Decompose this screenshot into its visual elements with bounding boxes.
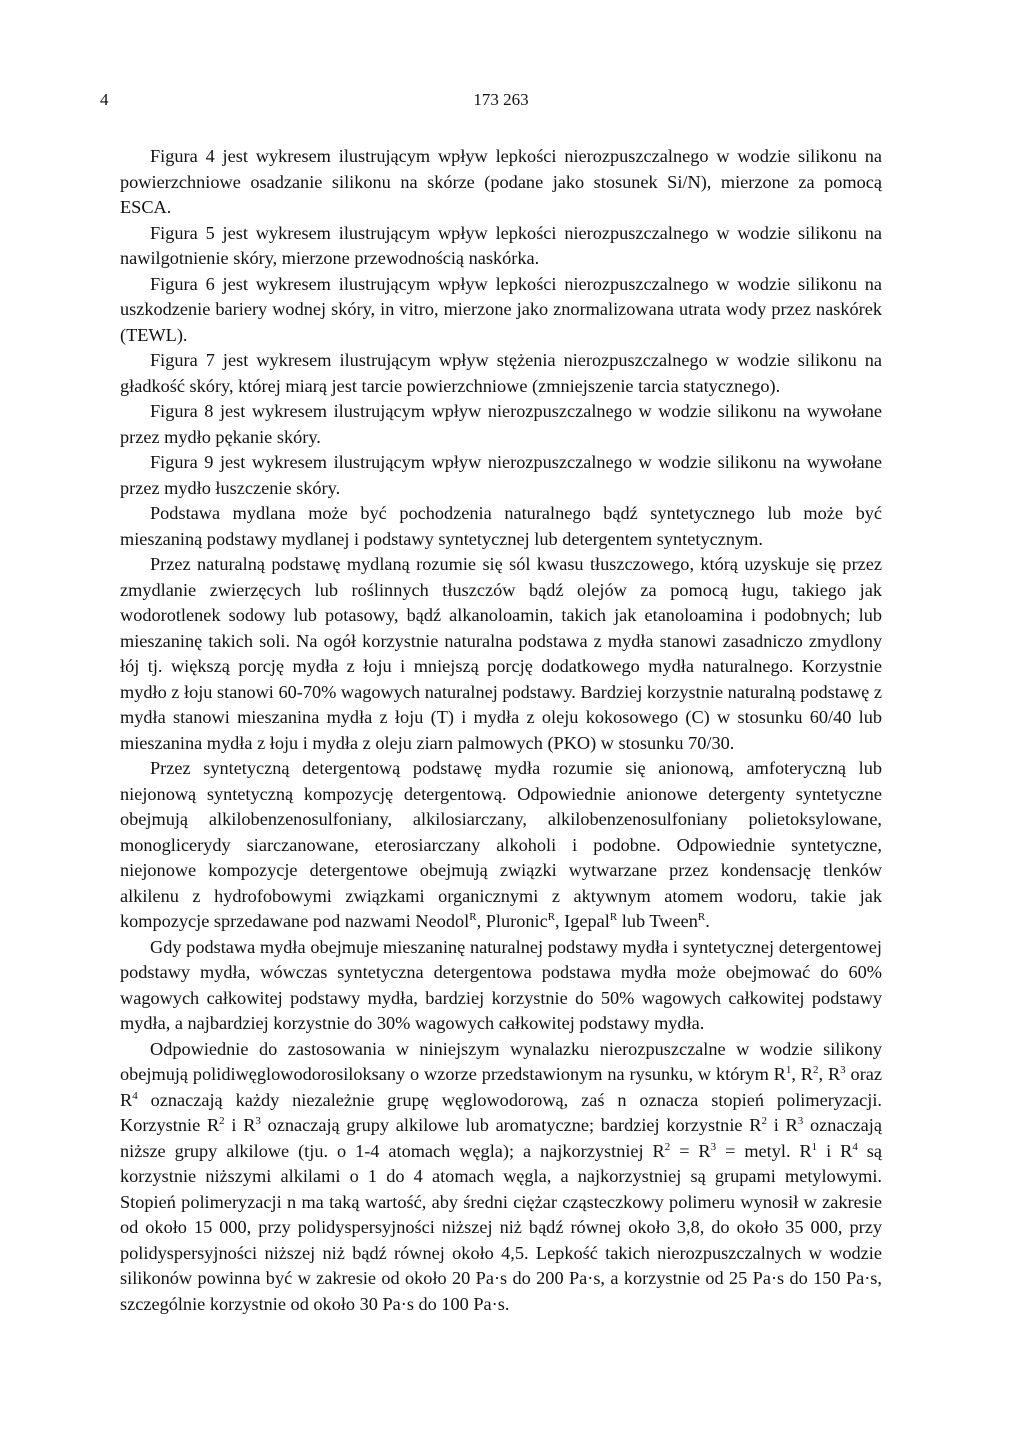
- body-text: [120, 144, 882, 1317]
- paragraph-soap-base: Podstawa mydlana może być pochodzenia naturalnego bądź syntetycznego lub może być mieszaniną podstawy mydlanej i podstawy syntetycznej lub detergentem syntetycznym.: [120, 503, 882, 549]
- page-number: 4: [100, 90, 109, 109]
- paragraph-silicones: Odpowiednie do zastosowania w niniejszym wynalazku nierozpuszczalne w wodzie silikony obejmują polidiwęglowodorosiloksany o wzorze przedstawionym na rysunku, w którym $R^1$, $R^2$, $R^3$ oraz $R^4$ oznaczają każdy niezależnie grupę węglowodorową, zaś n oznacza stopień polimeryzacji. Korzystnie $R^2$ i $R^3$ oznaczają grupy alkilowe lub aromatyczne; bardziej korzystnie $R^2$ i $R^3$ oznaczają niższe grupy alkilowe (tju. o 1-4 atomach węgla); a najkorzystniej $R^2 = R^3$ = metyl. $R^1$ i $R^4$ są korzystnie niższymi alkilami o 1 do 4 atomach węgla, a najkorzystniej są grupami metylowymi. Stopień polimeryzacji n ma taką wartość, aby średni ciężar cząsteczkowy polimeru wynosił w zakresie od około 15 000, przy polidyspersyjności niższej niż bądź równej około 3,8, do około 35 000, przy polidyspersyjności niższej niż bądź równej około 4,5. Lepkość takich nierozpuszczalnych w wodzie silikonów powinna być w zakresie od około 20 Pa·s do 200 Pa·s, a korzystnie od 25 Pa·s do 150 Pa·s, szczególnie korzystnie od około 30 Pa·s do 100 Pa·s.: [120, 1038, 883, 1314]
- paragraph-figure-9: Figura 9 jest wykresem ilustrującym wpływ nierozpuszczalnego w wodzie silikonu na wywołane przez mydło łuszczenie skóry.: [120, 452, 882, 498]
- paragraph-figure-4: Figura 4 jest wykresem ilustrującym wpływ lepkości nierozpuszczalnego w wodzie silikonu na powierzchniowe osadzanie silikonu na skórze (podane jako stosunek Si/N), mierzone za pomocą ESCA.: [120, 146, 882, 217]
- document-page: [100, 90, 883, 1317]
- paragraph-mixture-soap-base: Gdy podstawa mydła obejmuje mieszaninę naturalnej podstawy mydła i syntetycznej detergentowej podstawy mydła, wówczas syntetyczna detergentowa podstawa mydła może obejmować do 60% wagowych całkowitej podstawy mydła, bardziej korzystnie do 50% wagowych całkowitej podstawy mydła, a najbardziej korzystnie do 30% wagowych całkowitej podstawy mydła.: [120, 936, 882, 1033]
- patent-number: 173 263: [473, 90, 529, 109]
- paragraph-figure-7: Figura 7 jest wykresem ilustrującym wpływ stężenia nierozpuszczalnego w wodzie silikonu na gładkość skóry, której miarą jest tarcie powierzchniowe (zmniejszenie tarcia statycznego).: [120, 350, 882, 396]
- paragraph-natural-soap-base: Przez naturalną podstawę mydlaną rozumie się sól kwasu tłuszczowego, którą uzyskuje się przez zmydlanie zwierzęcych lub roślinnych tłuszczów bądź olejów za pomocą ługu, takiego jak wodorotlenek sodowy lub potasowy, bądź alkanoloamin, takich jak etanoloamina i podobnych; lub mieszaninę takich soli. Na ogół korzystnie naturalna podstawa z mydła stanowi zasadniczo zmydlony łój tj. większą porcję mydła z łoju i mniejszą porcję dodatkowego mydła naturalnego. Korzystnie mydło z łoju stanowi 60-70% wagowych naturalnej podstawy. Bardziej korzystnie naturalną podstawę z mydła stanowi mieszanina mydła z łoju (T) i mydła z oleju kokosowego (C) w stosunku 60/40 lub mieszanina mydła z łoju i mydła z oleju ziarn palmowych (PKO) w stosunku 70/30.: [120, 554, 882, 753]
- paragraph-synthetic-detergent-base: Przez syntetyczną detergentową podstawę mydła rozumie się anionową, amfoteryczną lub niejonową syntetyczną kompozycję detergentową. Odpowiednie anionowe detergenty syntetyczne obejmują alkilobenzenosulfoniany, alkilosiarczany, alkilobenzenosulfoniany polietoksylowane, monoglicerydy siarczanowane, eterosiarczany alkoholi i podobne. Odpowiednie syntetyczne, niejonowe kompozycje detergentowe obejmują związki wytwarzane przez kondensację tlenków alkilenu z hydrofobowymi związkami organicznymi z aktywnym atomem wodoru, takie jak kompozycje sprzedawane pod nazwami Neodol$^R$, Pluronic$^R$, Igepal$^R$ lub Tween$^R$.: [120, 758, 882, 931]
- paragraph-figure-6: Figura 6 jest wykresem ilustrującym wpływ lepkości nierozpuszczalnego w wodzie silikonu na uszkodzenie bariery wodnej skóry, in vitro, mierzone jako znormalizowana utrata wody przez naskórek (TEWL).: [120, 273, 882, 345]
- paragraph-figure-8: Figura 8 jest wykresem ilustrującym wpływ nierozpuszczalnego w wodzie silikonu na wywołane przez mydło pękanie skóry.: [120, 401, 882, 447]
- page-header: [100, 90, 882, 120]
- paragraph-figure-5: Figura 5 jest wykresem ilustrującym wpływ lepkości nierozpuszczalnego w wodzie silikonu na nawilgotnienie skóry, mierzone przewodnością naskórka.: [120, 222, 882, 268]
